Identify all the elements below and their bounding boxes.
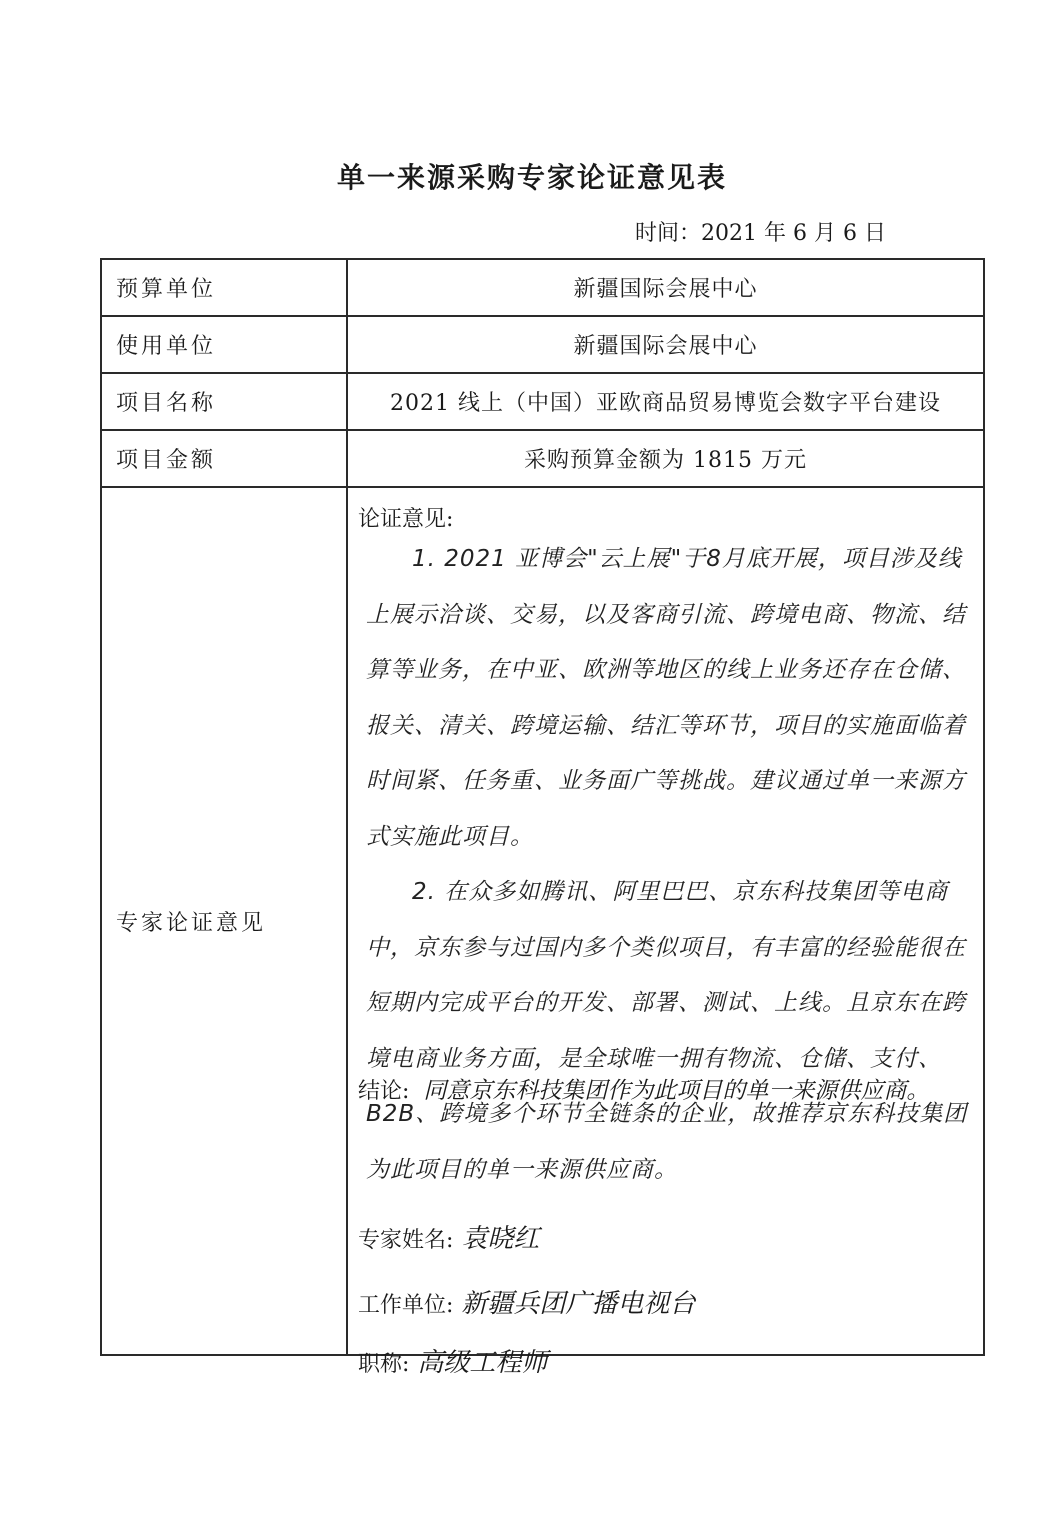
opinion-form-table: [100, 258, 985, 1378]
table-row: [101, 259, 984, 316]
document-date: 时间：2021 年 6 月 6 日: [635, 221, 886, 246]
row-value-user-unit: 新疆国际会展中心: [347, 316, 984, 373]
opinion-paragraph-1: 1. 2021 亚博会"云上展"于8月底开展，项目涉及线上展示洽谈、交易，以及客商引流、跨境电商、物流、结算等业务，在中亚、欧洲等地区的线上业务还存在仓储、报关、清关、跨境运输、结汇等环节，项目的实施面临着时间紧、任务重、业务面广等挑战。建议通过单一来源方式实施此项目。: [366, 546, 966, 850]
work-unit-line: [358, 1283, 695, 1320]
job-title-label: 职称:: [358, 1352, 410, 1377]
document-title: 单一来源采购专家论证意见表: [336, 161, 727, 194]
job-title-line: [358, 1342, 547, 1379]
row-value-project-amount: 采购预算金额为 1815 万元: [347, 430, 984, 487]
work-unit-value: 新疆兵团广播电视台: [461, 1289, 696, 1319]
conclusion-label: 结论:: [358, 1079, 410, 1104]
row-value-budget-unit: 新疆国际会展中心: [347, 259, 984, 316]
expert-name-line: [358, 1218, 539, 1255]
expert-name-signature: 袁晓红: [461, 1224, 540, 1254]
row-label-expert-opinion: 专家论证意见: [101, 487, 347, 1355]
row-value-project-name: 2021 线上（中国）亚欧商品贸易博览会数字平台建设: [347, 373, 984, 430]
row-label-user-unit: 使用单位: [101, 316, 347, 373]
table-row: [101, 373, 984, 430]
expert-opinion-cell: [347, 487, 984, 1378]
table-row: [101, 316, 984, 373]
work-unit-label: 工作单位:: [358, 1293, 454, 1318]
job-title-value: 高级工程师: [417, 1348, 548, 1378]
row-label-project-amount: 项目金额: [101, 430, 347, 487]
row-label-project-name: 项目名称: [101, 373, 347, 430]
conclusion-line: [358, 1072, 998, 1105]
conclusion-text: 同意京东科技集团作为此项目的单一来源供应商。: [423, 1078, 930, 1104]
table-row: [101, 430, 984, 487]
row-label-budget-unit: 预算单位: [101, 259, 347, 316]
table-row: [101, 487, 984, 1355]
expert-name-label: 专家姓名:: [358, 1228, 454, 1253]
opinion-paragraph-2: 2. 在众多如腾讯、阿里巴巴、京东科技集团等电商中，京东参与过国内多个类似项目，有丰富的经验能很在短期内完成平台的开发、部署、测试、上线。且京东在跨境电商业务方面，是全球唯一拥有物流、仓储、支付、B2B、跨境多个环节全链条的企业，故推荐京东科技集团为此项目的单一来源供应商。: [366, 879, 968, 1183]
opinion-heading: 论证意见:: [358, 507, 454, 532]
